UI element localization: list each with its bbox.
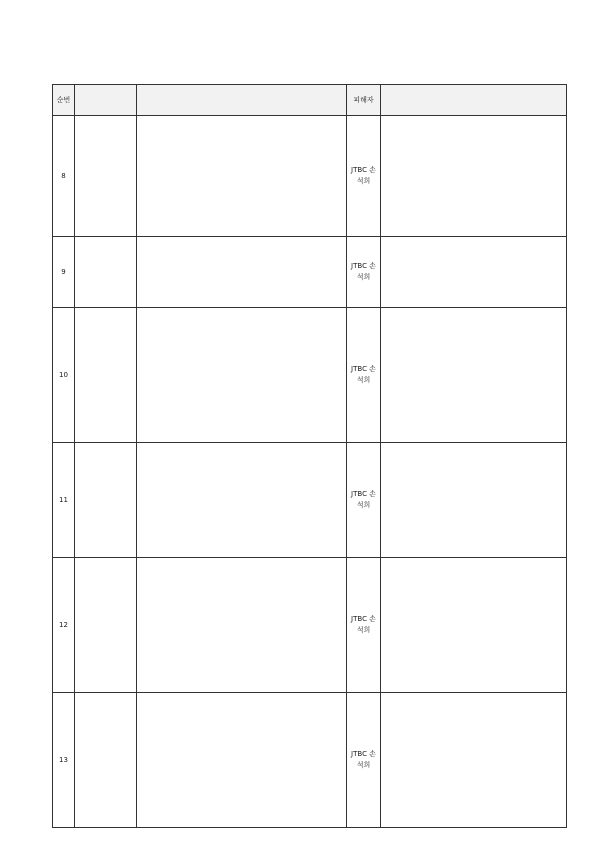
table-row <box>53 116 567 237</box>
row-date-place <box>75 237 137 308</box>
row-date-place <box>75 443 137 558</box>
row-objective-fact <box>381 558 567 693</box>
row-objective-fact <box>381 443 567 558</box>
row-victim: JTBC 손석희 <box>347 693 381 828</box>
row-no: 11 <box>53 443 75 558</box>
row-victim: JTBC 손석희 <box>347 116 381 237</box>
header-victim: 피해자 <box>347 85 381 116</box>
row-victim: JTBC 손석희 <box>347 558 381 693</box>
row-victim: JTBC 손석희 <box>347 237 381 308</box>
document-page <box>52 84 566 828</box>
row-no: 12 <box>53 558 75 693</box>
row-no: 10 <box>53 308 75 443</box>
row-false-content <box>137 308 347 443</box>
row-false-content <box>137 237 347 308</box>
row-objective-fact <box>381 116 567 237</box>
header-date-place <box>75 85 137 116</box>
row-false-content <box>137 116 347 237</box>
table-row <box>53 443 567 558</box>
table-row <box>53 693 567 828</box>
row-date-place <box>75 693 137 828</box>
table-row <box>53 308 567 443</box>
row-no: 9 <box>53 237 75 308</box>
row-date-place <box>75 558 137 693</box>
row-objective-fact <box>381 693 567 828</box>
row-date-place <box>75 308 137 443</box>
header-objective-fact <box>381 85 567 116</box>
table-row <box>53 558 567 693</box>
row-false-content <box>137 693 347 828</box>
header-no: 순번 <box>53 85 75 116</box>
row-false-content <box>137 443 347 558</box>
row-no: 13 <box>53 693 75 828</box>
row-victim: JTBC 손석희 <box>347 308 381 443</box>
row-date-place <box>75 116 137 237</box>
fact-check-table <box>52 84 567 828</box>
table-header-row <box>53 85 567 116</box>
row-no: 8 <box>53 116 75 237</box>
row-objective-fact <box>381 308 567 443</box>
header-false-content <box>137 85 347 116</box>
row-false-content <box>137 558 347 693</box>
table-row <box>53 237 567 308</box>
row-objective-fact <box>381 237 567 308</box>
row-victim: JTBC 손석희 <box>347 443 381 558</box>
